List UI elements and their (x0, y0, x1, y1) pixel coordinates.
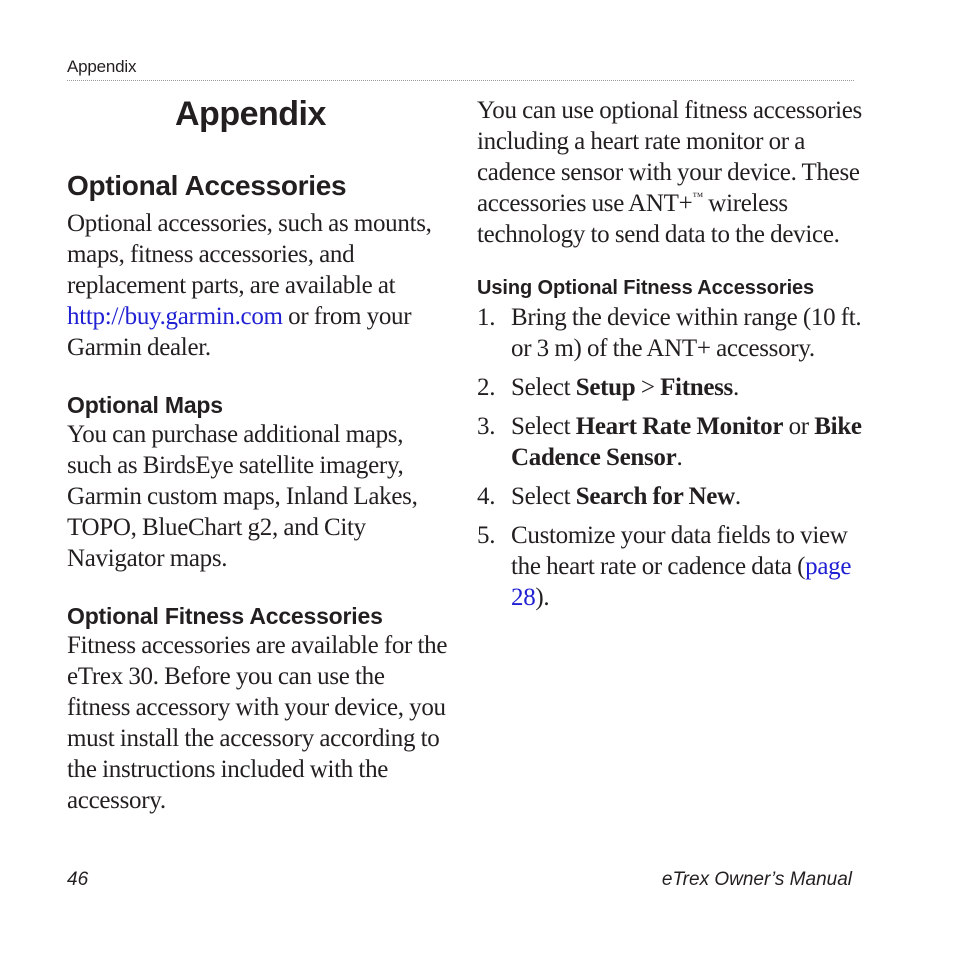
fitness-intro-text-end: wireless technology to send data to the device. (477, 190, 840, 248)
procedure-steps (477, 302, 877, 613)
optional-maps-heading: Optional Maps (67, 392, 223, 418)
step-number: 3. (477, 413, 496, 440)
optional-accessories-heading: Optional Accessories (67, 170, 347, 201)
trademark-symbol: ™ (692, 191, 703, 203)
menu-heart-rate-label: Heart Rate Monitor (575, 413, 784, 440)
procedure-heading: Using Optional Fitness Accessories (477, 277, 815, 299)
step-text-part: Select (511, 413, 576, 440)
step-text-part: ). (535, 584, 550, 611)
page-number: 46 (67, 869, 89, 890)
step-number: 5. (477, 522, 496, 549)
step-text-part: Select (511, 483, 576, 510)
step-text (511, 372, 877, 403)
garmin-store-link[interactable]: http://buy.garmin.com (67, 303, 283, 330)
header-divider (67, 80, 854, 81)
step-item (477, 411, 877, 473)
fitness-intro-paragraph (477, 95, 877, 250)
menu-search-for-new-label: Search for New (575, 483, 735, 510)
optional-accessories-text: Optional accessories, such as mounts, maps, fitness accessories, and replacement parts, are available at (67, 210, 432, 299)
optional-accessories-text-end: or from your Garmin dealer. (67, 303, 412, 361)
step-number: 1. (477, 304, 496, 331)
step-item (477, 481, 877, 512)
optional-fitness-paragraph: Fitness accessories are available for the eTrex 30. Before you can use the fitness accessory with your device, you must install the accessory according to the instructions included with the accessory. (67, 632, 448, 814)
left-column (67, 92, 452, 816)
step-text (511, 411, 877, 473)
step-text-part: . (676, 444, 683, 471)
step-number: 4. (477, 483, 496, 510)
step-text-part: or (783, 413, 815, 440)
menu-fitness-label: Fitness (660, 374, 733, 401)
running-head: Appendix (67, 57, 137, 76)
step-text (511, 520, 877, 613)
step-item (477, 302, 877, 364)
optional-fitness-heading: Optional Fitness Accessories (67, 603, 383, 629)
step-text (511, 481, 877, 512)
step-text-part: Select (511, 374, 576, 401)
step-text-part: > (635, 374, 661, 401)
menu-bike-cadence-label: Bike Cadence Sensor (511, 413, 862, 471)
optional-accessories-paragraph (67, 208, 452, 363)
fitness-intro-text: You can use optional fitness accessories including a heart rate monitor or a cadence sensor with your device. These accessories use ANT+ (477, 97, 862, 217)
optional-maps-paragraph: You can purchase additional maps, such as BirdsEye satellite imagery, Garmin custom maps, Inland Lakes, TOPO, BlueChart g2, and City Navigator maps. (67, 421, 418, 572)
step-text: Bring the device within range (10 ft. or 3 m) of the ANT+ accessory. (511, 304, 862, 362)
step-item (477, 520, 877, 613)
step-item (477, 372, 877, 403)
step-text-part: Customize your data fields to view the heart rate or cadence data ( (511, 522, 848, 580)
menu-setup-label: Setup (575, 374, 636, 401)
step-number: 2. (477, 374, 496, 401)
step-text-part: . (732, 374, 739, 401)
step-text-part: . (734, 483, 741, 510)
page-28-link[interactable]: page 28 (511, 553, 852, 611)
right-column (477, 95, 877, 621)
manual-title: eTrex Owner’s Manual (661, 869, 852, 890)
page-title: Appendix (175, 95, 326, 133)
